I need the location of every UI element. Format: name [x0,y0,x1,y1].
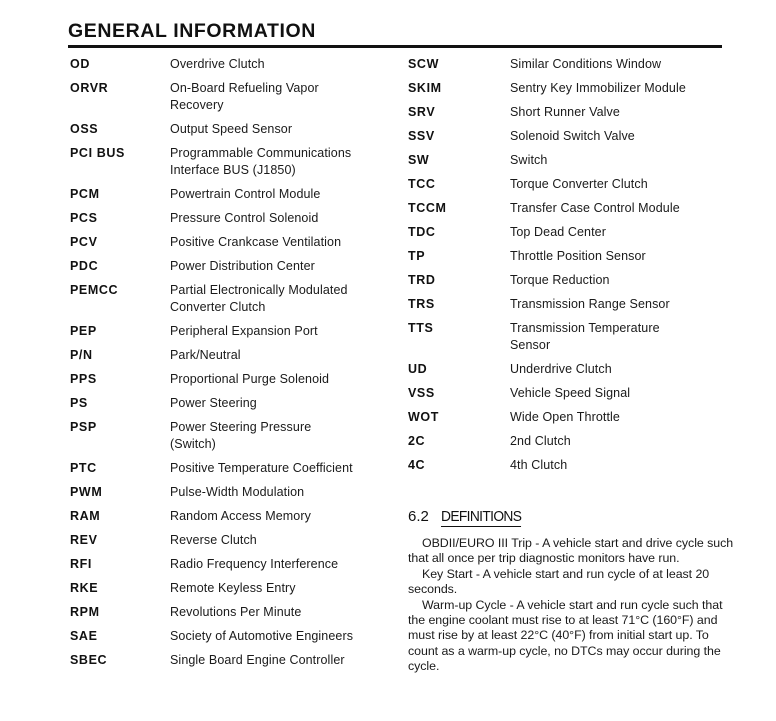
abbreviation-row [408,296,738,313]
abbreviation-definition [170,395,390,412]
definition-paragraph: Warm-up Cycle - A vehicle start and run cycle such that the engine coolant must rise to at least 71°C (160°F) and must rise by at least 22°C (40°F) from initial start up. To count as a warm-up cycle, no DTCs may occur during the cycle. [408,597,723,674]
abbreviation-definition-line: Underdrive Clutch [510,362,612,376]
abbreviation-definition-line: On-Board Refueling Vapor [170,81,319,95]
abbreviation-definition [170,347,390,364]
abbreviation-definition-line: Positive Crankcase Ventilation [170,235,342,249]
abbreviation-row [70,371,390,388]
abbreviation-definition-line: Powertrain Control Module [170,187,321,201]
abbreviation-row [408,224,738,241]
abbreviation-definition [170,121,390,138]
section-heading [408,508,738,527]
abbreviation-term: PEMCC [70,283,119,297]
abbreviation-definition-line: Positive Temperature Coefficient [170,461,353,475]
abbreviation-definition-line: Partial Electronically Modulated [170,283,348,297]
abbreviation-definition-line: Interface BUS (J1850) [170,163,296,177]
abbreviation-row [408,320,738,354]
abbreviation-definition-line: Throttle Position Sensor [510,249,646,263]
abbreviation-definition-line: Random Access Memory [170,509,311,523]
abbreviation-row [70,186,390,203]
abbreviation-row [408,433,738,450]
abbreviation-definition-line: Revolutions Per Minute [170,605,302,619]
abbreviation-term: P/N [70,348,93,362]
abbreviation-definition [510,176,738,193]
abbreviation-definition [510,200,738,217]
abbreviation-row [70,580,390,597]
abbreviation-term: SCW [408,57,439,71]
abbreviation-term: PEP [70,324,97,338]
abbreviation-definition-line: Power Steering [170,396,257,410]
abbreviation-term: PPS [70,372,97,386]
page-title: GENERAL INFORMATION [68,20,316,42]
abbreviation-row [70,323,390,340]
abbreviation-row [408,457,738,474]
abbreviation-definition [510,385,738,402]
abbreviation-definition [170,628,390,645]
abbreviation-term: TRD [408,273,436,287]
abbreviation-definition [510,224,738,241]
abbreviation-definition-line: Sensor [510,338,551,352]
abbreviation-row [70,532,390,549]
abbreviation-definition-line: Sentry Key Immobilizer Module [510,81,686,95]
definition-paragraph-group [408,536,738,675]
abbreviation-row [408,385,738,402]
abbreviation-definition-line: Pressure Control Solenoid [170,211,319,225]
section-title: DEFINITIONS [440,508,522,525]
abbreviation-row [70,56,390,73]
abbreviation-row [70,628,390,645]
abbreviation-definition [170,323,390,340]
abbreviation-definition [170,145,390,179]
abbreviation-definition [170,652,390,669]
abbreviation-definition-line: Transmission Range Sensor [510,297,670,311]
abbreviation-definition-line: Proportional Purge Solenoid [170,372,330,386]
abbreviation-row [70,347,390,364]
abbreviation-definition-line: Converter Clutch [170,300,266,314]
abbreviation-definition-line: Switch [510,153,548,167]
abbreviation-definition-line: Peripheral Expansion Port [170,324,318,338]
abbreviation-definition-line: Vehicle Speed Signal [510,386,631,400]
abbreviation-definition-line: Similar Conditions Window [510,57,662,71]
abbreviation-term: WOT [408,410,439,424]
definition-paragraph: Key Start - A vehicle start and run cycle of at least 20 seconds. [408,566,710,597]
abbreviation-row [408,272,738,289]
abbreviation-row [408,80,738,97]
abbreviation-row [70,80,390,114]
abbreviation-definition [170,56,390,73]
abbreviation-definition [510,433,738,450]
abbreviation-row [408,176,738,193]
abbreviation-row [70,508,390,525]
abbreviation-definition-line: 4th Clutch [510,458,568,472]
abbreviation-term: OD [70,57,90,71]
abbreviation-definition [510,128,738,145]
abbreviation-term: ORVR [70,81,109,95]
abbreviation-row [408,248,738,265]
definitions-section [408,508,738,675]
abbreviation-definition-line: Short Runner Valve [510,105,620,119]
abbreviation-term: PDC [70,259,99,273]
abbreviation-definition-line: Overdrive Clutch [170,57,265,71]
abbreviation-term: PWM [70,485,103,499]
abbreviation-definition-line: Torque Converter Clutch [510,177,648,191]
abbreviation-term: PCS [70,211,98,225]
abbreviation-term: PCI BUS [70,146,125,160]
abbreviation-definition [510,80,738,97]
abbreviation-definition-line: (Switch) [170,437,216,451]
abbreviation-definition [170,580,390,597]
abbreviation-definition [170,484,390,501]
abbreviation-definition [170,282,390,316]
abbreviation-definition [170,80,390,114]
abbreviation-term: PS [70,396,88,410]
abbreviation-term: TRS [408,297,435,311]
abbreviation-definition-line: Power Steering Pressure [170,420,312,434]
abbreviation-row [70,145,390,179]
abbreviation-list-right [408,56,738,481]
abbreviation-term: TCC [408,177,436,191]
abbreviation-term: PCV [70,235,98,249]
abbreviation-row [70,484,390,501]
abbreviation-term: SBEC [70,653,108,667]
abbreviation-term: OSS [70,122,99,136]
abbreviation-definition-line: Park/Neutral [170,348,241,362]
abbreviation-term: REV [70,533,98,547]
section-number: 6.2 [408,508,429,525]
abbreviation-definition-line: Reverse Clutch [170,533,257,547]
abbreviation-term: RKE [70,581,99,595]
abbreviation-term: PTC [70,461,97,475]
abbreviation-row [70,234,390,251]
abbreviation-definition [510,296,738,313]
abbreviation-term: SW [408,153,430,167]
abbreviation-row [408,128,738,145]
abbreviation-definition-line: Recovery [170,98,224,112]
abbreviation-definition [510,56,738,73]
abbreviation-definition-line: Remote Keyless Entry [170,581,296,595]
abbreviation-definition-line: Output Speed Sensor [170,122,293,136]
abbreviation-term: SRV [408,105,436,119]
abbreviation-definition [510,457,738,474]
abbreviation-definition [170,460,390,477]
abbreviation-term: RAM [70,509,101,523]
abbreviation-definition [170,604,390,621]
abbreviation-term: RPM [70,605,100,619]
abbreviation-definition-line: Power Distribution Center [170,259,315,273]
abbreviation-definition-line: Top Dead Center [510,225,607,239]
abbreviation-definition [170,234,390,251]
abbreviation-definition-line: Wide Open Throttle [510,410,620,424]
abbreviation-definition-line: Solenoid Switch Valve [510,129,635,143]
abbreviation-definition-line: Programmable Communications [170,146,352,160]
abbreviation-definition-line: 2nd Clutch [510,434,571,448]
abbreviation-definition-line: Transmission Temperature [510,321,660,335]
abbreviation-definition [170,371,390,388]
abbreviation-row [408,56,738,73]
abbreviation-definition [170,419,390,453]
abbreviation-term: 4C [408,458,426,472]
abbreviation-definition [510,104,738,121]
abbreviation-term: SSV [408,129,435,143]
abbreviation-definition-line: Transfer Case Control Module [510,201,680,215]
abbreviation-definition [170,186,390,203]
abbreviation-definition [170,556,390,573]
abbreviation-row [70,556,390,573]
page-header [68,20,722,48]
abbreviation-definition [170,258,390,275]
abbreviation-definition [170,508,390,525]
abbreviation-row [70,395,390,412]
abbreviation-list-left [70,56,390,676]
abbreviation-term: SKIM [408,81,442,95]
abbreviation-definition [170,532,390,549]
definition-paragraph: OBDII/EURO III Trip - A vehicle start and drive cycle such that all once per trip diagnostic monitors have run. [408,536,734,566]
abbreviation-definition [510,248,738,265]
abbreviation-definition-line: Single Board Engine Controller [170,653,345,667]
abbreviation-row [70,460,390,477]
abbreviation-row [408,200,738,217]
abbreviation-definition [510,272,738,289]
header-rule [68,45,722,48]
abbreviation-term: 2C [408,434,426,448]
abbreviation-row [70,419,390,453]
abbreviation-term: TDC [408,225,436,239]
abbreviation-row [408,104,738,121]
abbreviation-term: TCCM [408,201,447,215]
abbreviation-term: TP [408,249,426,263]
abbreviation-row [70,210,390,227]
abbreviation-term: RFI [70,557,92,571]
abbreviation-row [70,652,390,669]
abbreviation-row [70,604,390,621]
abbreviation-definition [510,409,738,426]
abbreviation-term: PSP [70,420,97,434]
abbreviation-row [70,258,390,275]
abbreviation-definition-line: Torque Reduction [510,273,610,287]
abbreviation-definition [170,210,390,227]
abbreviation-term: SAE [70,629,98,643]
abbreviation-term: PCM [70,187,100,201]
abbreviation-row [408,409,738,426]
abbreviation-term: UD [408,362,428,376]
abbreviation-definition-line: Radio Frequency Interference [170,557,339,571]
abbreviation-row [70,121,390,138]
abbreviation-definition-line: Pulse-Width Modulation [170,485,305,499]
abbreviation-row [408,152,738,169]
abbreviation-definition [510,152,738,169]
abbreviation-definition-line: Society of Automotive Engineers [170,629,354,643]
abbreviation-term: VSS [408,386,435,400]
abbreviation-row [70,282,390,316]
abbreviation-definition [510,361,738,378]
abbreviation-row [408,361,738,378]
abbreviation-definition [510,320,738,354]
abbreviation-term: TTS [408,321,434,335]
